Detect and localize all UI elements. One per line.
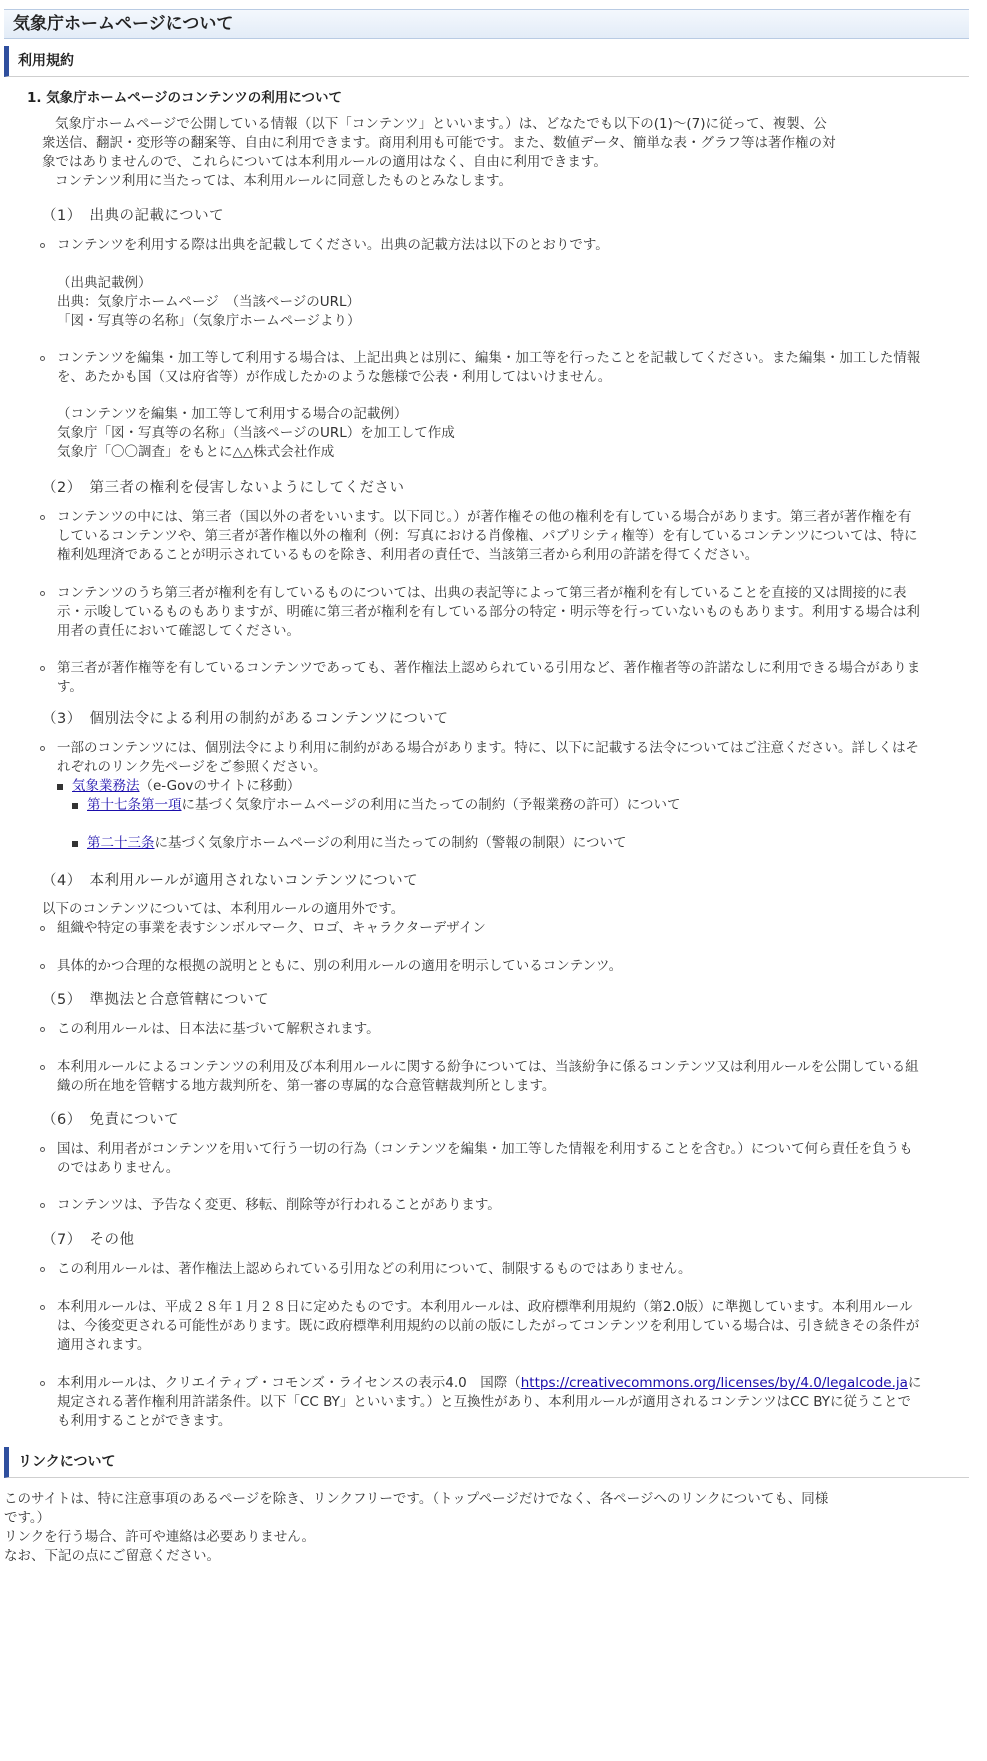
bullet-icon: [40, 1381, 45, 1386]
list-item-line: 第三者が著作権等を有しているコンテンツであっても、著作権法上認められている引用など、著作権者等の許諾なしに利用できる場合がありま: [57, 660, 921, 676]
bullet-icon: [40, 591, 45, 596]
bullet-icon: [40, 1065, 45, 1070]
list-item-line: れぞれのリンク先ページをご参照ください。: [57, 759, 327, 775]
square-bullet-icon: [72, 841, 78, 847]
list-item-line: す。: [57, 679, 83, 695]
link-text-line: です。）: [4, 1510, 51, 1526]
bullet-icon: [40, 243, 45, 248]
bullet-icon: [40, 926, 45, 931]
law-link-suffix: （e-Govのサイトに移動）: [139, 778, 301, 794]
list-item-line: コンテンツを編集・加工等して利用する場合は、上記出典とは別に、編集・加工等を行ったことを記載してください。また編集・加工した情報: [57, 350, 921, 366]
list-item-line: コンテンツのうち第三者が権利を有しているものについては、出典の表記等によって第三者が権利を有していることを直接的又は間接的に表: [57, 585, 907, 601]
section-header-terms: [4, 46, 969, 77]
bullet-icon: [40, 1203, 45, 1208]
cc-license-link[interactable]: https://creativecommons.org/licenses/by/4.0/legalcode.ja: [520, 1375, 908, 1391]
bullet-icon: [40, 1267, 45, 1272]
link-text-line: このサイトは、特に注意事項のあるページを除き、リンクフリーです。（トップページだけでなく、各ページへのリンクについても、同様: [4, 1491, 829, 1507]
subsection-heading: （3） 個別法令による利用の制約があるコンテンツについて: [42, 711, 449, 727]
link-text-line: なお、下記の点にご留意ください。: [4, 1548, 220, 1564]
article23-suffix: に基づく気象庁ホームページの利用に当たっての制約（警報の制限）について: [154, 835, 627, 851]
list-item-line: 用者の責任において確認してください。: [57, 623, 300, 639]
link-text-line: リンクを行う場合、許可や連絡は必要ありません。: [4, 1529, 316, 1545]
example-line: 気象庁「図・写真等の名称」（当該ページのURL）を加工して作成: [57, 425, 455, 441]
list-item: この利用ルールは、日本法に基づいて解釈されます。: [57, 1021, 380, 1037]
square-bullet-icon: [72, 803, 78, 809]
intro-line: コンテンツ利用に当たっては、本利用ルールに同意したものとみなします。: [55, 173, 512, 189]
list-item-line: コンテンツの中には、第三者（国以外の者をいいます。以下同じ。）が著作権その他の権利を有している場合があります。第三者が著作権を有: [57, 509, 912, 525]
section-title-terms: 利用規約: [18, 53, 74, 69]
example-line: 「図・写真等の名称」（気象庁ホームページより）: [57, 313, 361, 329]
list-item: 具体的かつ合理的な根拠の説明とともに、別の利用ルールの適用を明示しているコンテンツ。: [57, 958, 623, 974]
bullet-icon: [40, 1305, 45, 1310]
list-item-line: は、今後変更される可能性があります。既に政府標準利用規約の以前の版にしたがってコンテンツを利用している場合は、引き続きその条件が: [57, 1318, 920, 1334]
bullet-icon: [40, 1147, 45, 1152]
cc-text-post: に: [907, 1375, 922, 1391]
list-item-line: 示・示唆しているものもありますが、明確に第三者が権利を有している部分の特定・明示等を行っていないものもあります。利用する場合は利: [57, 604, 920, 620]
article-item: [87, 833, 626, 854]
bullet-icon: [40, 964, 45, 969]
page-title-bar: [4, 9, 969, 39]
example-line: （出典記載例）: [57, 275, 152, 291]
subsection-heading: （2） 第三者の権利を侵害しないようにしてください: [42, 480, 405, 496]
intro-line: 象ではありませんので、これらについては本利用ルールの適用はなく、自由に利用できます。: [42, 154, 607, 170]
list-item-line: も利用することができます。: [57, 1413, 232, 1429]
section-title-links: リンクについて: [18, 1454, 116, 1470]
law-item: [72, 776, 300, 797]
list-item-line: 本利用ルールによるコンテンツの利用及び本利用ルールに関する紛争については、当該紛争に係るコンテンツ又は利用ルールを公開している組: [57, 1059, 919, 1075]
law-link[interactable]: 気象業務法: [72, 778, 140, 794]
list-item: コンテンツは、予告なく変更、移転、削除等が行われることがあります。: [57, 1197, 501, 1213]
subsection-heading: （5） 準拠法と合意管轄について: [42, 992, 270, 1008]
bullet-icon: [40, 746, 45, 751]
list-item: コンテンツを利用する際は出典を記載してください。出典の記載方法は以下のとおりです。: [57, 237, 609, 253]
lead-text: 以下のコンテンツについては、本利用ルールの適用外です。: [42, 901, 405, 917]
subsection-heading: （7） その他: [42, 1232, 135, 1248]
subsection-heading: （4） 本利用ルールが適用されないコンテンツについて: [42, 873, 419, 889]
article17-suffix: に基づく気象庁ホームページの利用に当たっての制約（予報業務の許可）について: [181, 797, 681, 813]
list-item: この利用ルールは、著作権法上認められている引用などの利用について、制限するものではありません。: [57, 1261, 692, 1277]
article17-link[interactable]: 第十七条第一項: [87, 797, 182, 813]
bullet-icon: [40, 1027, 45, 1032]
bullet-icon: [40, 515, 45, 520]
example-line: 出典：気象庁ホームページ （当該ページのURL）: [57, 294, 360, 310]
list-item-line: 本利用ルールは、平成２８年１月２８日に定めたものです。本利用ルールは、政府標準利用規約（第2.0版）に準拠しています。本利用ルール: [57, 1299, 913, 1315]
list-item-line: を、あたかも国（又は府省等）が作成したかのような態様で公表・利用してはいけません。: [57, 369, 612, 385]
subsection-heading: （6） 免責について: [42, 1112, 180, 1128]
list-item-line: 国は、利用者がコンテンツを用いて行う一切の行為（コンテンツを編集・加工等した情報を利用することを含む。）について何ら責任を負うも: [57, 1141, 913, 1157]
cc-text-pre: 本利用ルールは、クリエイティブ・コモンズ・ライセンスの表示4.0 国際（: [57, 1375, 521, 1391]
intro-line: 気象庁ホームページで公開している情報（以下「コンテンツ」といいます。）は、どなたでも以下の(1)〜(7)に従って、複製、公: [55, 116, 827, 132]
article23-link[interactable]: 第二十三条: [87, 835, 155, 851]
list-item-line: のではありません。: [57, 1160, 180, 1176]
list-item: 組織や特定の事業を表すシンボルマーク、ロゴ、キャラクターデザイン: [57, 920, 486, 936]
article-item: [87, 795, 680, 816]
section-header-links: [4, 1447, 969, 1478]
list-item-line: 権利処理済であることが明示されているものを除き、利用者の責任で、当該第三者から利用の許諾を得てください。: [57, 547, 759, 563]
example-line: 気象庁「〇〇調査」をもとに△△株式会社作成: [57, 444, 335, 460]
list-item-line: しているコンテンツや、第三者が著作権以外の権利（例：写真における肖像権、パブリシティ権等）を有しているコンテンツについては、特に: [57, 528, 918, 544]
subsection-heading: （1） 出典の記載について: [42, 208, 225, 224]
intro-line: 衆送信、翻訳・変形等の翻案等、自由に利用できます。商用利用も可能です。また、数値データ、簡単な表・グラフ等は著作権の対: [42, 135, 836, 151]
list-item-line: 織の所在地を管轄する地方裁判所を、第一審の専属的な合意管轄裁判所とします。: [57, 1078, 556, 1094]
bullet-icon: [40, 356, 45, 361]
list-item-line: 一部のコンテンツには、個別法令により利用に制約がある場合があります。特に、以下に記載する法令についてはご注意ください。詳しくはそ: [57, 740, 919, 756]
list-item-line: 規定される著作権利用許諾条件。以下「CC BY」といいます。）と互換性があり、本利用ルールが適用されるコンテンツはCC BYに従うことで: [57, 1394, 912, 1410]
square-bullet-icon: [57, 784, 63, 790]
list-item-line: [57, 1373, 921, 1394]
list-item-line: 適用されます。: [57, 1337, 151, 1353]
item1-heading: 1. 気象庁ホームページのコンテンツの利用について: [27, 90, 343, 106]
bullet-icon: [40, 666, 45, 671]
page-title: 気象庁ホームページについて: [13, 14, 234, 34]
example-line: （コンテンツを編集・加工等して利用する場合の記載例）: [57, 406, 408, 422]
